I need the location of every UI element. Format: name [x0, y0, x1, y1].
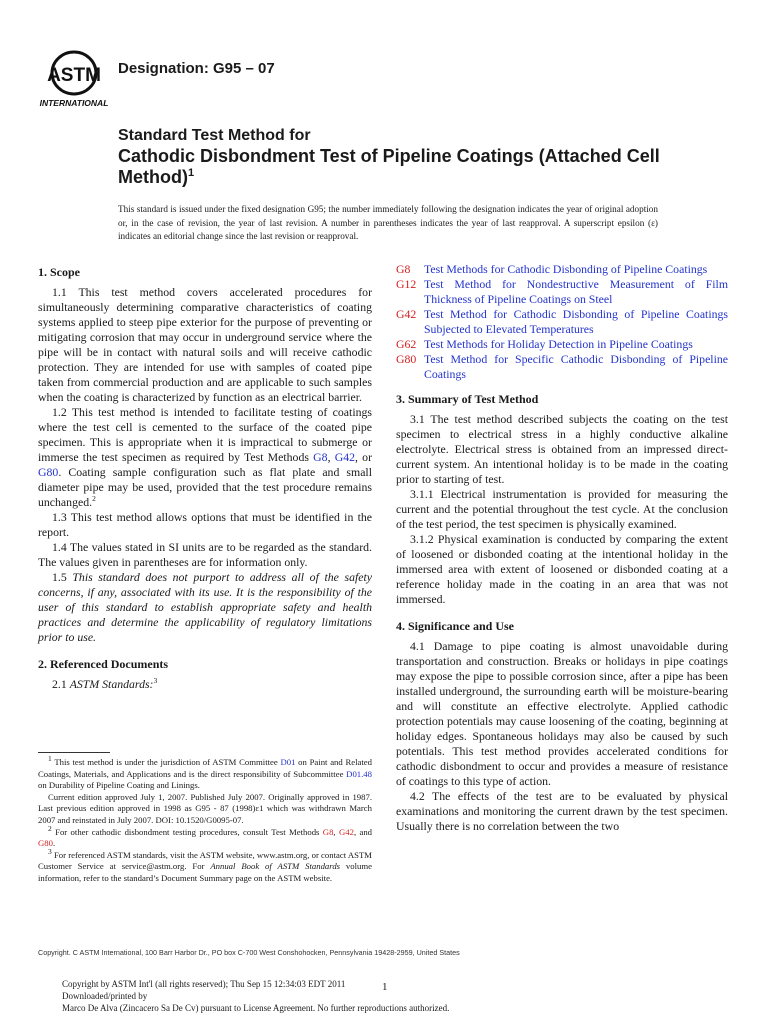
para-1-5-text: This standard does not purport to address all of the safety concerns, if any, associated with its use. It is the responsibility of the user of this standard to establish appropriate safety and health practices and determine the applicability of regulatory limitations prior to use. [38, 570, 372, 644]
reference-code[interactable]: G12 [396, 277, 417, 291]
link-g8[interactable]: G8 [322, 826, 334, 837]
footnote-1-edition: Current edition approved July 1, 2007. Published July 2007. Originally approved in 1987. Last previous edition approved in 1998 as G95 - 87 (1998)ε1 which was withdrawn March 2007 and reinstated in July 2007. DOI: 10.1520/G0095-07. [38, 791, 372, 825]
link-g80[interactable]: G80 [38, 465, 59, 479]
right-column [396, 262, 728, 834]
para-1-5 [38, 570, 372, 645]
footnote-3-italic: Annual Book of ASTM Standards [210, 861, 341, 872]
footnote-1-text-a: This test method is under the jurisdiction of ASTM Committee [54, 757, 281, 767]
reference-item[interactable] [396, 352, 728, 382]
reference-item[interactable] [396, 337, 728, 352]
separator: , [327, 450, 335, 464]
link-g42[interactable]: G42 [334, 450, 356, 464]
reference-code[interactable]: G62 [396, 337, 417, 351]
footnote-1-mark: 1 [48, 754, 52, 764]
para-1-2 [38, 405, 372, 510]
para-3-1-2: 3.1.2 Physical examination is conducted by comparing the extent of loosened or disbonded coating at the intentional holiday in the immersed area with extent of loosened or disbonded coating at a reference holiday made in the coating in an area that was not immersed. [396, 532, 728, 606]
para-1-2-text-a: 1.2 This test method is intended to facilitate testing of coatings where the test cell is cemented to the surface of the coated pipe specimen. This is appropriate when it is impractical to submerge or immerse the test specimen as required by Test Methods [38, 405, 372, 464]
footnote-2-text: For other cathodic disbondment testing procedures, consult Test Methods [55, 826, 323, 837]
section-heading-summary: 3. Summary of Test Method [396, 392, 539, 406]
reference-title[interactable]: Test Methods for Cathodic Disbonding of Pipeline Coatings [424, 262, 708, 276]
download-notice [62, 978, 582, 1014]
section-heading-significance: 4. Significance and Use [396, 619, 515, 633]
link-g8[interactable]: G8 [313, 450, 328, 464]
download-line-3: Marco De Alva (Zincacero Sa De Cv) pursuant to License Agreement. No further reproductions authorized. [62, 1003, 450, 1013]
title-block [118, 126, 678, 188]
footnote-mark-3: 3 [153, 676, 158, 686]
section-heading-scope: 1. Scope [38, 265, 80, 279]
footnote-2 [38, 823, 373, 850]
footnote-3-text-a: For referenced ASTM standards, visit the ASTM website, www.astm.org, or contact ASTM Customer Service at service@astm.org. For [38, 849, 372, 872]
para-3-1-1: 3.1.1 Electrical instrumentation is provided for measuring the current and the potential throughout the test cycle. At the conclusion of the test period, the test specimen is physically examined. [396, 487, 728, 531]
standard-note: This standard is issued under the fixed designation G95; the number immediately following the designation indicates the year of original adoption or, in the case of revision, the year of last revision. A number in parentheses indicates the year of last reapproval. A superscript epsilon (ε) indicates an editorial change since the last revision or reapproval. [118, 204, 658, 242]
separator: , [333, 826, 339, 837]
footnote-2-mark: 2 [48, 823, 52, 833]
reference-item[interactable] [396, 262, 728, 277]
copyright-line: Copyright. C ASTM International, 100 Barr Harbor Dr., PO box C-700 West Conshohocken, Pennsylvania 19428-2959, United States [38, 948, 460, 957]
para-1-1: 1.1 This test method covers accelerated procedures for simultaneously determining comparative characteristics of coating systems applied to steep pipe exterior for the purpose of preventing or mitigating corrosion that may occur in underground service where the pipe will be in contact with natural soils and will receive cathodic protection. They are intended for use with samples of coated pipe taken from commercial production and are applicable to such samples when the coating is characterized by function as an electrical barrier. [38, 285, 372, 404]
footnote-divider [38, 752, 110, 753]
section-heading-referenced-documents: 2. Referenced Documents [38, 657, 169, 671]
separator: , and [353, 826, 373, 837]
para-4-2: 4.2 The effects of the test are to be evaluated by physical examinations and monitoring the current drawn by the test specimen. Usually there is no correlation between the two [396, 789, 728, 833]
separator: , or [355, 450, 372, 464]
footnote-3-mark: 3 [48, 846, 52, 856]
para-1-4: 1.4 The values stated in SI units are to be regarded as the standard. The values given in parentheses are for information only. [38, 540, 372, 569]
footnote-1-text-b: on Paint and Related Coatings, Materials, and Applications and is the direct responsibility of Subcommittee [38, 757, 373, 779]
footnote-1 [38, 754, 373, 792]
title-footnote-mark: 1 [187, 167, 195, 179]
logo-subtext: INTERNATIONAL [39, 98, 109, 108]
left-column [38, 262, 372, 692]
page-number: 1 [382, 981, 388, 993]
footnote-1-text-c: on Durability of Pipeline Coating and Linings. [38, 780, 200, 791]
title-prefix: Standard Test Method for [118, 127, 311, 144]
reference-item[interactable] [396, 277, 728, 307]
para-1-2-text-b: . Coating sample configuration such as flat plate and small diameter pipe may be used, provided that the test procedure remains unchanged. [38, 465, 372, 509]
para-2-1-number: 2.1 [52, 677, 70, 691]
footnotes [38, 754, 373, 885]
reference-title[interactable]: Test Method for Specific Cathodic Disbonding of Pipeline Coatings [424, 352, 728, 381]
para-4-1: 4.1 Damage to pipe coating is almost unavoidable during transportation and construction. Breaks or holidays in pipe coatings may expose the pipe to possible corrosion since, after a pipe has been installed underground, the surrounding earth will be moisture-bearing and will constitute an effective electrolyte. Applied cathodic protection potentials may cause loosening of the coating, beginning at holiday edges. Spontaneous holidays may also be caused by such potentials. This test method provides accelerated conditions for cathodic disbondment to occur and provides a measure of resistance of coatings to this type of action. [396, 639, 728, 788]
referenced-standards-list [396, 262, 728, 382]
astm-logo [36, 48, 112, 110]
para-1-5-number: 1.5 [52, 570, 73, 584]
download-line-1: Copyright by ASTM Int'l (all rights reserved); Thu Sep 15 12:34:03 EDT 2011 [62, 979, 346, 989]
reference-code[interactable]: G80 [396, 352, 417, 366]
reference-title[interactable]: Test Method for Cathodic Disbonding of Pipeline Coatings Subjected to Elevated Temperatures [424, 307, 728, 336]
para-2-1 [38, 677, 372, 692]
reference-code[interactable]: G42 [396, 307, 417, 321]
footnote-3-text-b: volume information, refer to the standard’s Document Summary page on the ASTM website. [38, 861, 372, 883]
reference-code[interactable]: G8 [396, 262, 411, 276]
footnote-3 [38, 846, 372, 885]
para-1-3: 1.3 This test method allows options that must be identified in the report. [38, 510, 372, 539]
para-3-1: 3.1 The test method described subjects the coating on the test specimen to electrical stress in a highly conductive alkaline electrolyte. Electrical stress is obtained from an impressed direct-current system. An intentional holiday is to be made in the coating prior to starting of test. [396, 412, 728, 486]
reference-item[interactable] [396, 307, 728, 337]
link-d01-48[interactable]: D01.48 [346, 768, 372, 779]
reference-title[interactable]: Test Method for Nondestructive Measurement of Film Thickness of Pipeline Coatings on Steel [424, 277, 728, 306]
link-d01[interactable]: D01 [280, 757, 296, 767]
title-text: Cathodic Disbondment Test of Pipeline Coatings (Attached Cell Method) [118, 146, 660, 187]
link-g80[interactable]: G80 [38, 838, 53, 849]
download-line-2: Downloaded/printed by [62, 991, 148, 1001]
designation: Designation: G95 – 07 [118, 60, 275, 77]
para-2-1-text: ASTM Standards: [69, 677, 154, 691]
period: . [52, 838, 56, 849]
document-title [118, 146, 678, 188]
logo-text: ASTM [47, 65, 101, 86]
reference-title[interactable]: Test Methods for Holiday Detection in Pipeline Coatings [424, 337, 693, 351]
link-g42[interactable]: G42 [338, 826, 354, 837]
footnote-mark-2: 2 [92, 494, 96, 504]
